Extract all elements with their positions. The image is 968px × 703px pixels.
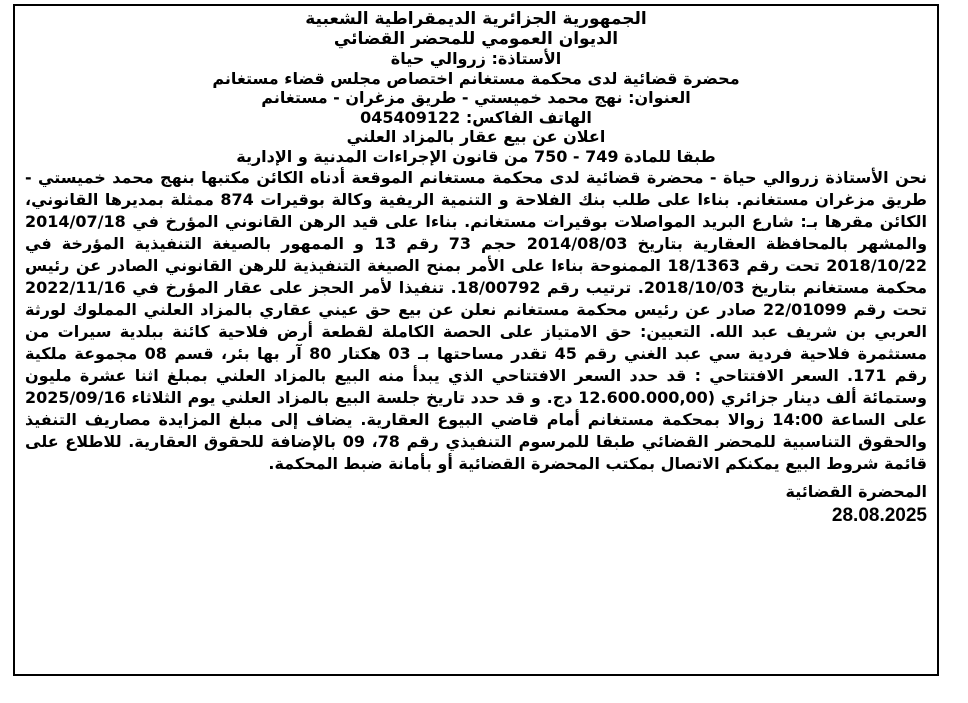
bailiff-name: الأستاذة: زروالي حياة bbox=[390, 49, 562, 68]
legal-notice bbox=[13, 4, 939, 676]
legal-basis-line: طبقا للمادة 749 - 750 من قانون الإجراءات المدنية و الإدارية bbox=[236, 146, 716, 166]
republic-title: الجمهورية الجزائرية الديمقراطية الشعبية bbox=[305, 9, 647, 29]
notice-title: اعلان عن بيع عقار بالمزاد العلني bbox=[346, 127, 606, 146]
date-container bbox=[25, 505, 927, 527]
office-title: الديوان العمومي للمحضر القضائي bbox=[333, 28, 619, 49]
notice-body: نحن الأستاذة زروالي حياة - محضرة قضائية لدى محكمة مستغانم الموقعة أدناه الكائن مكتبها بنهج محمد خميستي - طريق مزغران مستغانم. بناءا على طلب بنك الفلاحة و التنمية الريفية وكالة بوقيرات 874 ممثلة بمديرها القانوني، الكائن مقرها بـ: شارع البريد المواصلات بوقيرات مستغانم. بناءا على قيد الرهن القانوني المؤرخ في 2014/07/18 والمشهر بالمحافظة العقارية بتاريخ 2014/08/03 حجم 73 رقم 13 و الممهور بالصيغة التنفيذية المؤرخة في 2018/10/22 تحت رقم 18/1363 الممنوحة بناءا على الأمر بمنح الصيغة التنفيذية للرهن القانوني الصادر عن رئيس محكمة مستغانم بتاريخ 2018/10/03. ترتيب رقم 18/00792. تنفيذا لأمر الحجز على عقار المؤرخ في 2022/11/16 تحت رقم 22/01099 صادر عن رئيس محكمة مستغانم نعلن عن بيع حق عيني عقاري بالمزاد العلني المملوك لورثة العربي بن شريف عبد الله. التعيين: حق الامتياز على الحصة الكاملة لقطعة أرض فلاحية كائنة ببلدية سيرات من مستثمرة فلاحية فردية سي عبد الغني رقم 45 تقدر مساحتها بـ 03 هكتار 80 آر بها بئر، قسم 08 مجموعة ملكية رقم 171. السعر الافتتاحي : قد حدد السعر الافتتاحي الذي يبدأ منه البيع بالمزاد العلني بمبلغ اثنا عشرة مليون وستمائة ألف دينار جزائري (12.600.000,00 دج. و قد حدد تاريخ جلسة البيع بالمزاد العلني يوم الثلاثاء 2025/09/16 على الساعة 14:00 زوالا بمحكمة مستغانم أمام قاضي البيوع العقارية. يضاف إلى مبلغ المزايدة مصاريف التنفيذ والحقوق التناسبية للمحضر القضائي طبقا للمرسوم التنفيذي رقم 78، 09 بالإضافة للحقوق العقارية. للاطلاع على قائمة شروط البيع يمكنكم الاتصال بمكتب المحضرة القضائية أو بأمانة ضبط المحكمة. bbox=[25, 168, 928, 473]
notice-date: 28.08.2025 bbox=[831, 505, 927, 526]
signature-label: المحضرة القضائية bbox=[785, 482, 927, 501]
phone-fax-line: الهاتف الفاكس: 045409122 bbox=[360, 107, 592, 127]
jurisdiction-line: محضرة قضائية لدى محكمة مستغانم اختصاص مجلس قضاء مستغانم bbox=[212, 68, 740, 88]
address-line: العنوان: نهج محمد خميستي - طريق مزغران - مستغانم bbox=[261, 88, 691, 107]
